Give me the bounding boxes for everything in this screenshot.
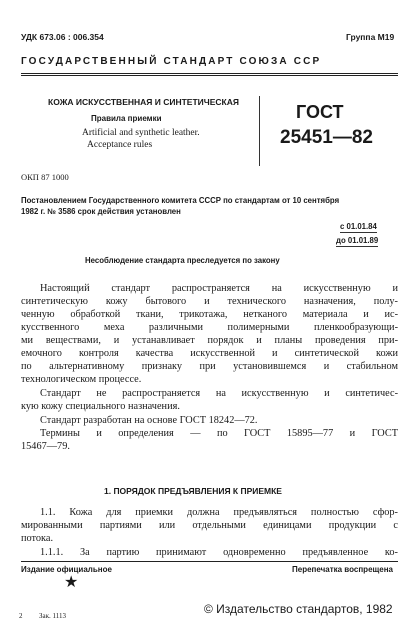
star-icon: ★ <box>64 574 79 591</box>
validity-end-date: до 01.01.89 <box>336 236 379 245</box>
print-order-number: Зак. 1113 <box>39 612 66 620</box>
clause-1-1-1-line: 1.1.1. За партию принимают одновременно предъявленное ко- <box>40 547 398 558</box>
basis-statement: Стандарт разработан на основе ГОСТ 18242—72. <box>40 415 258 426</box>
validity-start-date: с 01.01.84 <box>340 222 377 231</box>
legal-notice: Несоблюдение стандарта преследуется по закону <box>85 256 280 265</box>
scope-line: Стандарт не распространяется на искусственную и синтетичес- <box>40 388 398 399</box>
intro-line: кусственного меха различными полимерными пленкообразующи- <box>21 322 398 333</box>
decree-line-1: Постановлением Государственного комитета СССР по стандартам от 10 сентября <box>21 196 340 205</box>
footer-rule <box>21 561 398 562</box>
terms-line: 15467—79. <box>21 441 70 452</box>
gost-label: ГОСТ <box>296 102 344 122</box>
intro-line: емочного контроля качества искусственной и синтетической кожи <box>21 348 398 359</box>
reprint-prohibited-label: Перепечатка воспрещена <box>292 565 393 574</box>
group-code: Группа М19 <box>346 32 395 42</box>
official-edition-label: Издание официальное <box>21 565 112 574</box>
clause-1-1-line: 1.1. Кожа для приемки должна предъявляться полностью сфор- <box>40 507 398 518</box>
intro-line: технологическом процессе. <box>21 374 142 385</box>
english-title-line-2: Acceptance rules <box>87 140 153 150</box>
intro-line: Настоящий стандарт распространяется на искусственную и <box>40 283 398 294</box>
intro-line: ченную обработкой ткани, трикотажа, нетканого материала и ис- <box>21 309 398 320</box>
terms-line: Термины и определения — по ГОСТ 15895—77 и ГОСТ <box>40 428 398 439</box>
title-divider <box>259 96 260 166</box>
document-title: КОЖА ИСКУССТВЕННАЯ И СИНТЕТИЧЕСКАЯ <box>48 97 239 107</box>
intro-line: по альтернативному признаку при установившемся и стабильном <box>21 361 398 372</box>
intro-line: синтетическую кожу бытового и технического назначения, полу- <box>21 296 398 307</box>
header-rule-second <box>21 75 398 76</box>
english-title-line-1: Artificial and synthetic leather. <box>82 128 200 138</box>
scope-line: кую кожу специального назначения. <box>21 401 180 412</box>
state-standard-heading: ГОСУДАРСТВЕННЫЙ СТАНДАРТ СОЮЗА ССР <box>21 56 322 67</box>
page-number: 2 <box>19 612 23 620</box>
intro-line: ми веществами, и устанавливает порядок и планы проведения при- <box>21 335 398 346</box>
decree-line-2: 1982 г. № 3586 срок действия установлен <box>21 207 181 216</box>
udk-code: УДК 673.06 : 006.354 <box>21 32 104 42</box>
clause-1-1-line: мированными партиями или отдельными единицами продукции с <box>21 520 398 531</box>
publisher-copyright: © Издательство стандартов, 1982 <box>204 602 393 616</box>
clause-1-1-line: потока. <box>21 533 54 544</box>
header-rule <box>21 73 398 74</box>
document-subtitle: Правила приемки <box>91 114 162 123</box>
gost-number: 25451—82 <box>280 127 373 148</box>
okp-code: ОКП 87 1000 <box>21 172 69 182</box>
section-heading: 1. ПОРЯДОК ПРЕДЪЯВЛЕНИЯ К ПРИЕМКЕ <box>104 486 282 496</box>
